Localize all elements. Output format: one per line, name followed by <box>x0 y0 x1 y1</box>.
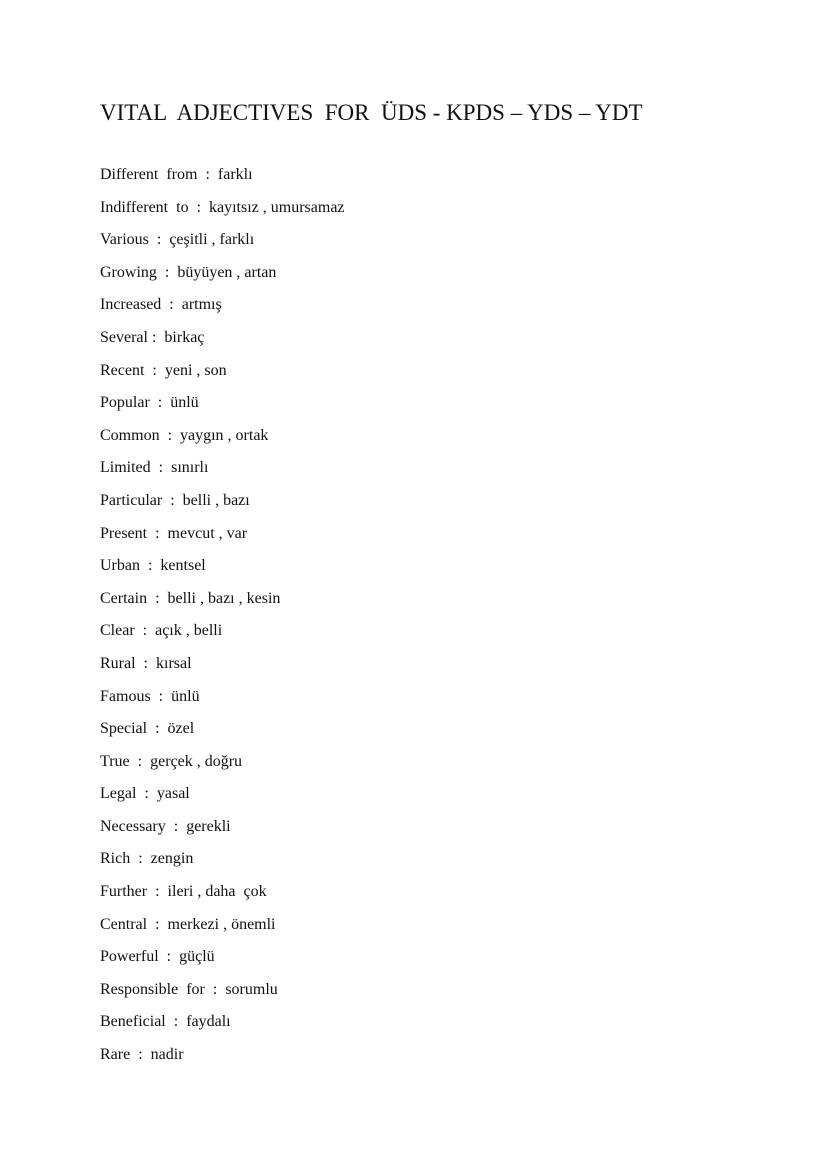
vocabulary-entry: Indifferent to : kayıtsız , umursamaz <box>100 198 345 216</box>
vocabulary-entry: Further : ileri , daha çok <box>100 883 267 901</box>
vocabulary-entry: Legal : yasal <box>100 785 190 803</box>
vocabulary-entry: Beneficial : faydalı <box>100 1013 231 1031</box>
vocabulary-entry: Special : özel <box>100 720 195 738</box>
vocabulary-entry: Central : merkezi , önemli <box>100 915 276 933</box>
vocabulary-entry: Increased : artmış <box>100 296 222 314</box>
vocabulary-entry: Responsible for : sorumlu <box>100 980 278 998</box>
page-title: VITAL ADJECTIVES FOR ÜDS - KPDS – YDS – YDT <box>100 100 643 125</box>
vocabulary-entry: Powerful : güçlü <box>100 948 215 966</box>
vocabulary-entry: Particular : belli , bazı <box>100 491 250 509</box>
vocabulary-entry: Urban : kentsel <box>100 557 206 575</box>
vocabulary-entry: Necessary : gerekli <box>100 817 231 835</box>
vocabulary-entry: Various : çeşitli , farklı <box>100 231 255 249</box>
vocabulary-entry: Rare : nadir <box>100 1046 184 1064</box>
vocabulary-entry: Recent : yeni , son <box>100 361 227 379</box>
vocabulary-list <box>100 162 345 1075</box>
vocabulary-entry: Popular : ünlü <box>100 394 199 412</box>
vocabulary-entry: Present : mevcut , var <box>100 524 248 542</box>
vocabulary-entry: Clear : açık , belli <box>100 622 223 640</box>
vocabulary-entry: Growing : büyüyen , artan <box>100 263 277 281</box>
vocabulary-entry: True : gerçek , doğru <box>100 752 243 770</box>
vocabulary-entry: Limited : sınırlı <box>100 459 209 477</box>
vocabulary-entry: Famous : ünlü <box>100 687 200 705</box>
vocabulary-entry: Rural : kırsal <box>100 654 192 672</box>
vocabulary-entry: Several : birkaç <box>100 328 205 346</box>
vocabulary-entry: Rich : zengin <box>100 850 194 868</box>
vocabulary-entry: Certain : belli , bazı , kesin <box>100 589 281 607</box>
vocabulary-entry: Different from : farklı <box>100 166 253 183</box>
vocabulary-entry: Common : yaygın , ortak <box>100 426 269 444</box>
